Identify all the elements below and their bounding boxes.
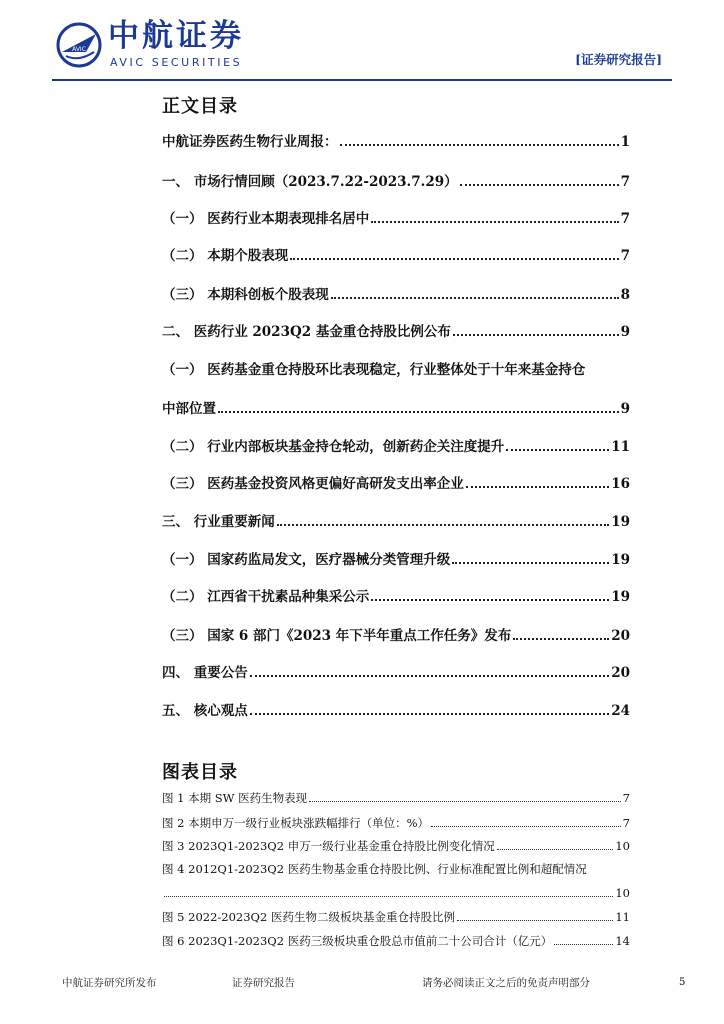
toc-entry[interactable] xyxy=(162,283,630,303)
toc-entry-label: （一） 医药基金重仓持股环比表现稳定，行业整体处于十年来基金持仓 xyxy=(162,362,586,378)
figure-leader-dots xyxy=(497,840,614,850)
toc-entry[interactable] xyxy=(162,472,630,492)
figure-entry[interactable] xyxy=(162,838,630,856)
toc-entry-label: （三） 本期科创板个股表现 xyxy=(162,287,329,303)
toc-entry[interactable] xyxy=(162,244,630,264)
avic-logo-icon xyxy=(56,22,102,68)
toc-entry[interactable] xyxy=(162,624,630,644)
figure-entry-label: 图 3 2023Q1-2023Q2 申万一级行业基金重仓持股比例变化情况 xyxy=(162,839,495,853)
toc-entry-page: 7 xyxy=(620,211,630,227)
toc-entry-label: 二、 医药行业 2023Q2 基金重仓持股比例公布 xyxy=(162,324,451,340)
figure-entry-page: 7 xyxy=(622,791,630,805)
toc-entry-label: 五、 核心观点 xyxy=(162,703,248,719)
toc-leader-dots xyxy=(250,702,610,715)
toc-leader-dots xyxy=(460,173,619,186)
figure-leader-dots xyxy=(457,911,613,921)
footer-doc-type: 证券研究报告 xyxy=(232,977,295,989)
toc-leader-dots xyxy=(371,210,618,223)
toc-entry-page: 24 xyxy=(611,703,630,719)
figure-entry-page: 10 xyxy=(615,839,630,853)
toc-entry[interactable] xyxy=(162,548,630,568)
toc-entry[interactable] xyxy=(162,510,630,530)
figure-entry[interactable] xyxy=(162,933,630,951)
toc-entry-label: （二） 本期个股表现 xyxy=(162,248,289,264)
toc-entry-label: 三、 行业重要新闻 xyxy=(162,514,275,530)
figure-entry[interactable] xyxy=(162,886,630,904)
page-header xyxy=(0,0,724,90)
toc-entry-page: 7 xyxy=(620,174,630,190)
toc-entry[interactable] xyxy=(162,435,630,455)
toc-leader-dots xyxy=(506,438,609,451)
figure-entry[interactable] xyxy=(162,815,630,833)
toc-entry-label: 中航证券医药生物行业周报： xyxy=(162,134,338,150)
toc-entry-page: 19 xyxy=(611,589,630,605)
toc-entry-label: （三） 医药基金投资风格更偏好高研发支出率企业 xyxy=(162,476,464,492)
toc-entry-label: （三） 国家 6 部门《2023 年下半年重点工作任务》发布 xyxy=(162,628,512,644)
toc-leader-dots xyxy=(250,664,610,677)
figure-entry[interactable] xyxy=(162,861,630,879)
toc-entry-page: 1 xyxy=(620,134,630,150)
toc-leader-dots xyxy=(340,133,619,146)
figure-entry-label: 图 6 2023Q1-2023Q2 医药三级板块重仓股总市值前二十公司合计（亿元） xyxy=(162,934,553,948)
brand-name-cn: 中航证券 xyxy=(108,18,244,54)
toc-title: 正文目录 xyxy=(162,96,238,117)
toc-entry[interactable] xyxy=(162,397,630,417)
brand-name-en: AVIC SECURITIES xyxy=(110,56,243,69)
toc-entry[interactable] xyxy=(162,661,630,681)
toc-entry-label: 中部位置 xyxy=(162,401,216,417)
figure-entry-label: 图 4 2012Q1-2023Q2 医药生物基金重仓持股比例、行业标准配置比例和超配情况 xyxy=(162,862,587,876)
header-divider xyxy=(52,79,672,81)
report-type-label: [证券研究报告] xyxy=(575,52,662,67)
toc-entry[interactable] xyxy=(162,170,630,190)
toc-entry-page: 9 xyxy=(620,401,630,417)
figure-entry[interactable] xyxy=(162,909,630,927)
figure-entry[interactable] xyxy=(162,790,630,808)
toc-leader-dots xyxy=(371,588,609,601)
toc-entry-page: 16 xyxy=(611,476,630,492)
figure-leader-dots xyxy=(431,817,621,827)
figure-entry-label: 图 5 2022-2023Q2 医药生物二级板块基金重仓持股比例 xyxy=(162,910,455,924)
toc-leader-dots xyxy=(466,475,610,488)
toc-leader-dots xyxy=(513,627,609,640)
figure-entry-page: 14 xyxy=(615,934,630,948)
figure-entry-page: 11 xyxy=(615,910,630,924)
toc-entry[interactable] xyxy=(162,358,630,378)
toc-entry-label: 四、 重要公告 xyxy=(162,665,248,681)
toc-leader-dots xyxy=(331,286,619,299)
footer-publisher: 中航证券研究所发布 xyxy=(62,977,157,989)
toc-entry-page: 20 xyxy=(611,628,630,644)
toc-entry-label: 一、 市场行情回顾（2023.7.22-2023.7.29） xyxy=(162,174,458,190)
figure-entry-page: 7 xyxy=(622,816,630,830)
toc-entry[interactable] xyxy=(162,130,630,150)
figure-leader-dots xyxy=(554,935,613,945)
page-number: 5 xyxy=(679,977,686,988)
toc-entry-label: （二） 江西省干扰素品种集采公示 xyxy=(162,589,370,605)
figure-entry-label: 图 1 本期 SW 医药生物表现 xyxy=(162,791,308,805)
logo-text: AVIC xyxy=(72,46,86,53)
figures-title: 图表目录 xyxy=(162,762,238,783)
toc-entry-page: 20 xyxy=(611,665,630,681)
toc-leader-dots xyxy=(277,513,610,526)
toc-entry-page: 9 xyxy=(620,324,630,340)
toc-entry[interactable] xyxy=(162,207,630,227)
figure-leader-dots xyxy=(164,887,613,897)
toc-entry-page: 7 xyxy=(620,248,630,264)
figure-entry-page: 10 xyxy=(615,886,630,900)
figure-leader-dots xyxy=(309,792,621,802)
toc-entry-label: （二） 行业内部板块基金持仓轮动，创新药企关注度提升 xyxy=(162,439,505,455)
toc-entry-label: （一） 医药行业本期表现排名居中 xyxy=(162,211,370,227)
toc-entry[interactable] xyxy=(162,320,630,340)
toc-entry-page: 19 xyxy=(611,552,630,568)
toc-entry-page: 11 xyxy=(611,439,630,455)
footer-disclaimer: 请务必阅读正文之后的免责声明部分 xyxy=(422,977,590,989)
toc-entry-label: （一） 国家药监局发文，医疗器械分类管理升级 xyxy=(162,552,451,568)
toc-leader-dots xyxy=(218,400,619,413)
toc-entry-page: 8 xyxy=(620,287,630,303)
toc-leader-dots xyxy=(290,247,618,260)
toc-leader-dots xyxy=(453,323,619,336)
toc-entry[interactable] xyxy=(162,585,630,605)
toc-entry-page: 19 xyxy=(611,514,630,530)
toc-entry[interactable] xyxy=(162,699,630,719)
toc-leader-dots xyxy=(452,551,609,564)
figure-entry-label: 图 2 本期申万一级行业板块涨跌幅排行（单位：%） xyxy=(162,816,430,830)
